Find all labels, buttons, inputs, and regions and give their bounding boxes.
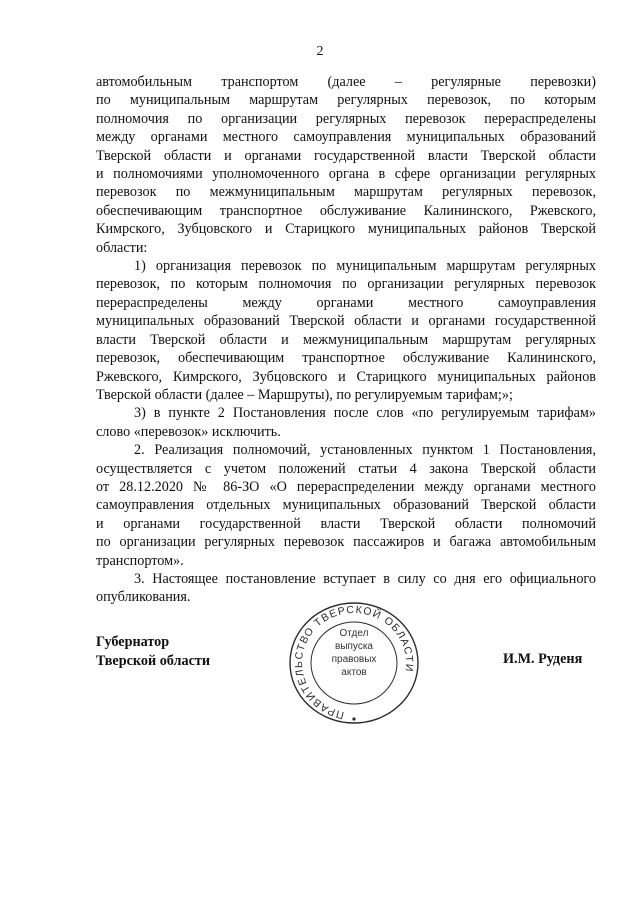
paragraph bbox=[96, 73, 596, 257]
document-body bbox=[96, 73, 596, 607]
official-stamp bbox=[284, 601, 424, 725]
paragraph-line: осуществляется с учетом положений статьи 4 закона Тверской области bbox=[96, 460, 596, 477]
paragraph-line: перевозок по межмуниципальным маршрутам регулярных перевозок, bbox=[96, 184, 596, 201]
paragraph-line: Кимрского, Зубцовского и Старицкого муниципальных районов Тверской bbox=[96, 221, 596, 238]
stamp-inner-line: правовых bbox=[331, 654, 377, 665]
paragraph-line: автомобильным транспортом (далее – регулярные перевозки) bbox=[96, 74, 596, 90]
stamp-inner-line: Отдел bbox=[339, 628, 369, 639]
signatory-title-line: Тверской области bbox=[96, 653, 211, 669]
stamp-inner-text bbox=[320, 627, 388, 699]
paragraph-line: 1) организация перевозок по муниципальным маршрутам регулярных bbox=[134, 258, 596, 275]
paragraph bbox=[96, 404, 596, 441]
paragraph-line: Ржевского, Кимрского, Зубцовского и Старицкого муниципальных районов bbox=[96, 368, 596, 385]
paragraph-line: 3. Настоящее постановление вступает в силу со дня его официального bbox=[134, 570, 596, 587]
paragraph-line: власти Тверской области и межмуниципальным маршрутам регулярных bbox=[96, 331, 596, 348]
paragraph-line: Тверской области и органами государственной власти Тверской области bbox=[96, 147, 596, 164]
signatory-title-line: Губернатор bbox=[96, 634, 170, 650]
paragraph-line: перевозок, обеспечивающим транспортное обслуживание Калининского, bbox=[96, 350, 596, 367]
paragraph-line: по организации регулярных перевозок пассажиров и багажа автомобильным bbox=[96, 534, 596, 551]
paragraph-line: муниципальных образований Тверской области и органами государственной bbox=[96, 313, 596, 330]
paragraph-line: перевозок, по которым полномочия по организации регулярных перевозок bbox=[96, 276, 596, 293]
paragraph-line: и полномочиями уполномоченного органа в сфере организации регулярных bbox=[96, 166, 596, 183]
paragraph-line: от 28.12.2020 № 86-ЗО «О перераспределении между органами местного bbox=[96, 478, 596, 495]
paragraph-line: слово «перевозок» исключить. bbox=[96, 423, 281, 440]
signatory-name: И.М. Руденя bbox=[503, 651, 583, 667]
paragraph-line: полномочия по организации регулярных перевозок перераспределены bbox=[96, 110, 596, 127]
paragraph bbox=[96, 257, 596, 404]
paragraph-line: транспортом». bbox=[96, 552, 184, 569]
paragraph-line: между органами местного самоуправления муниципальных образований bbox=[96, 129, 596, 146]
paragraph-line: 2. Реализация полномочий, установленных пунктом 1 Постановления, bbox=[134, 442, 596, 459]
paragraph-line: 3) в пункте 2 Постановления после слов «по регулируемым тарифам» bbox=[134, 405, 596, 422]
paragraph bbox=[96, 441, 596, 570]
stamp-inner-line: выпуска bbox=[335, 641, 373, 652]
stamp-ring-text: ПРАВИТЕЛЬСТВО ТВЕРСКОЙ ОБЛАСТИ bbox=[292, 603, 416, 722]
signatory-title bbox=[96, 633, 210, 671]
paragraph-line: обеспечивающим транспортное обслуживание Калининского, Ржевского, bbox=[96, 202, 596, 219]
stamp-inner-line: актов bbox=[341, 667, 367, 678]
paragraph-line: Тверской области (далее – Маршруты), по регулируемым тарифам;»; bbox=[96, 386, 513, 403]
paragraph-line: перераспределены между органами местного самоуправления bbox=[96, 294, 596, 311]
paragraph-line: области: bbox=[96, 239, 148, 256]
paragraph-line: опубликования. bbox=[96, 589, 191, 606]
paragraph-line: по муниципальным маршрутам регулярных перевозок, по которым bbox=[96, 92, 596, 109]
paragraph-line: самоуправления отдельных муниципальных образований Тверской области bbox=[96, 497, 596, 514]
page-number: 2 bbox=[316, 44, 324, 59]
paragraph-line: и органами государственной власти Тверской области полномочий bbox=[96, 515, 596, 532]
